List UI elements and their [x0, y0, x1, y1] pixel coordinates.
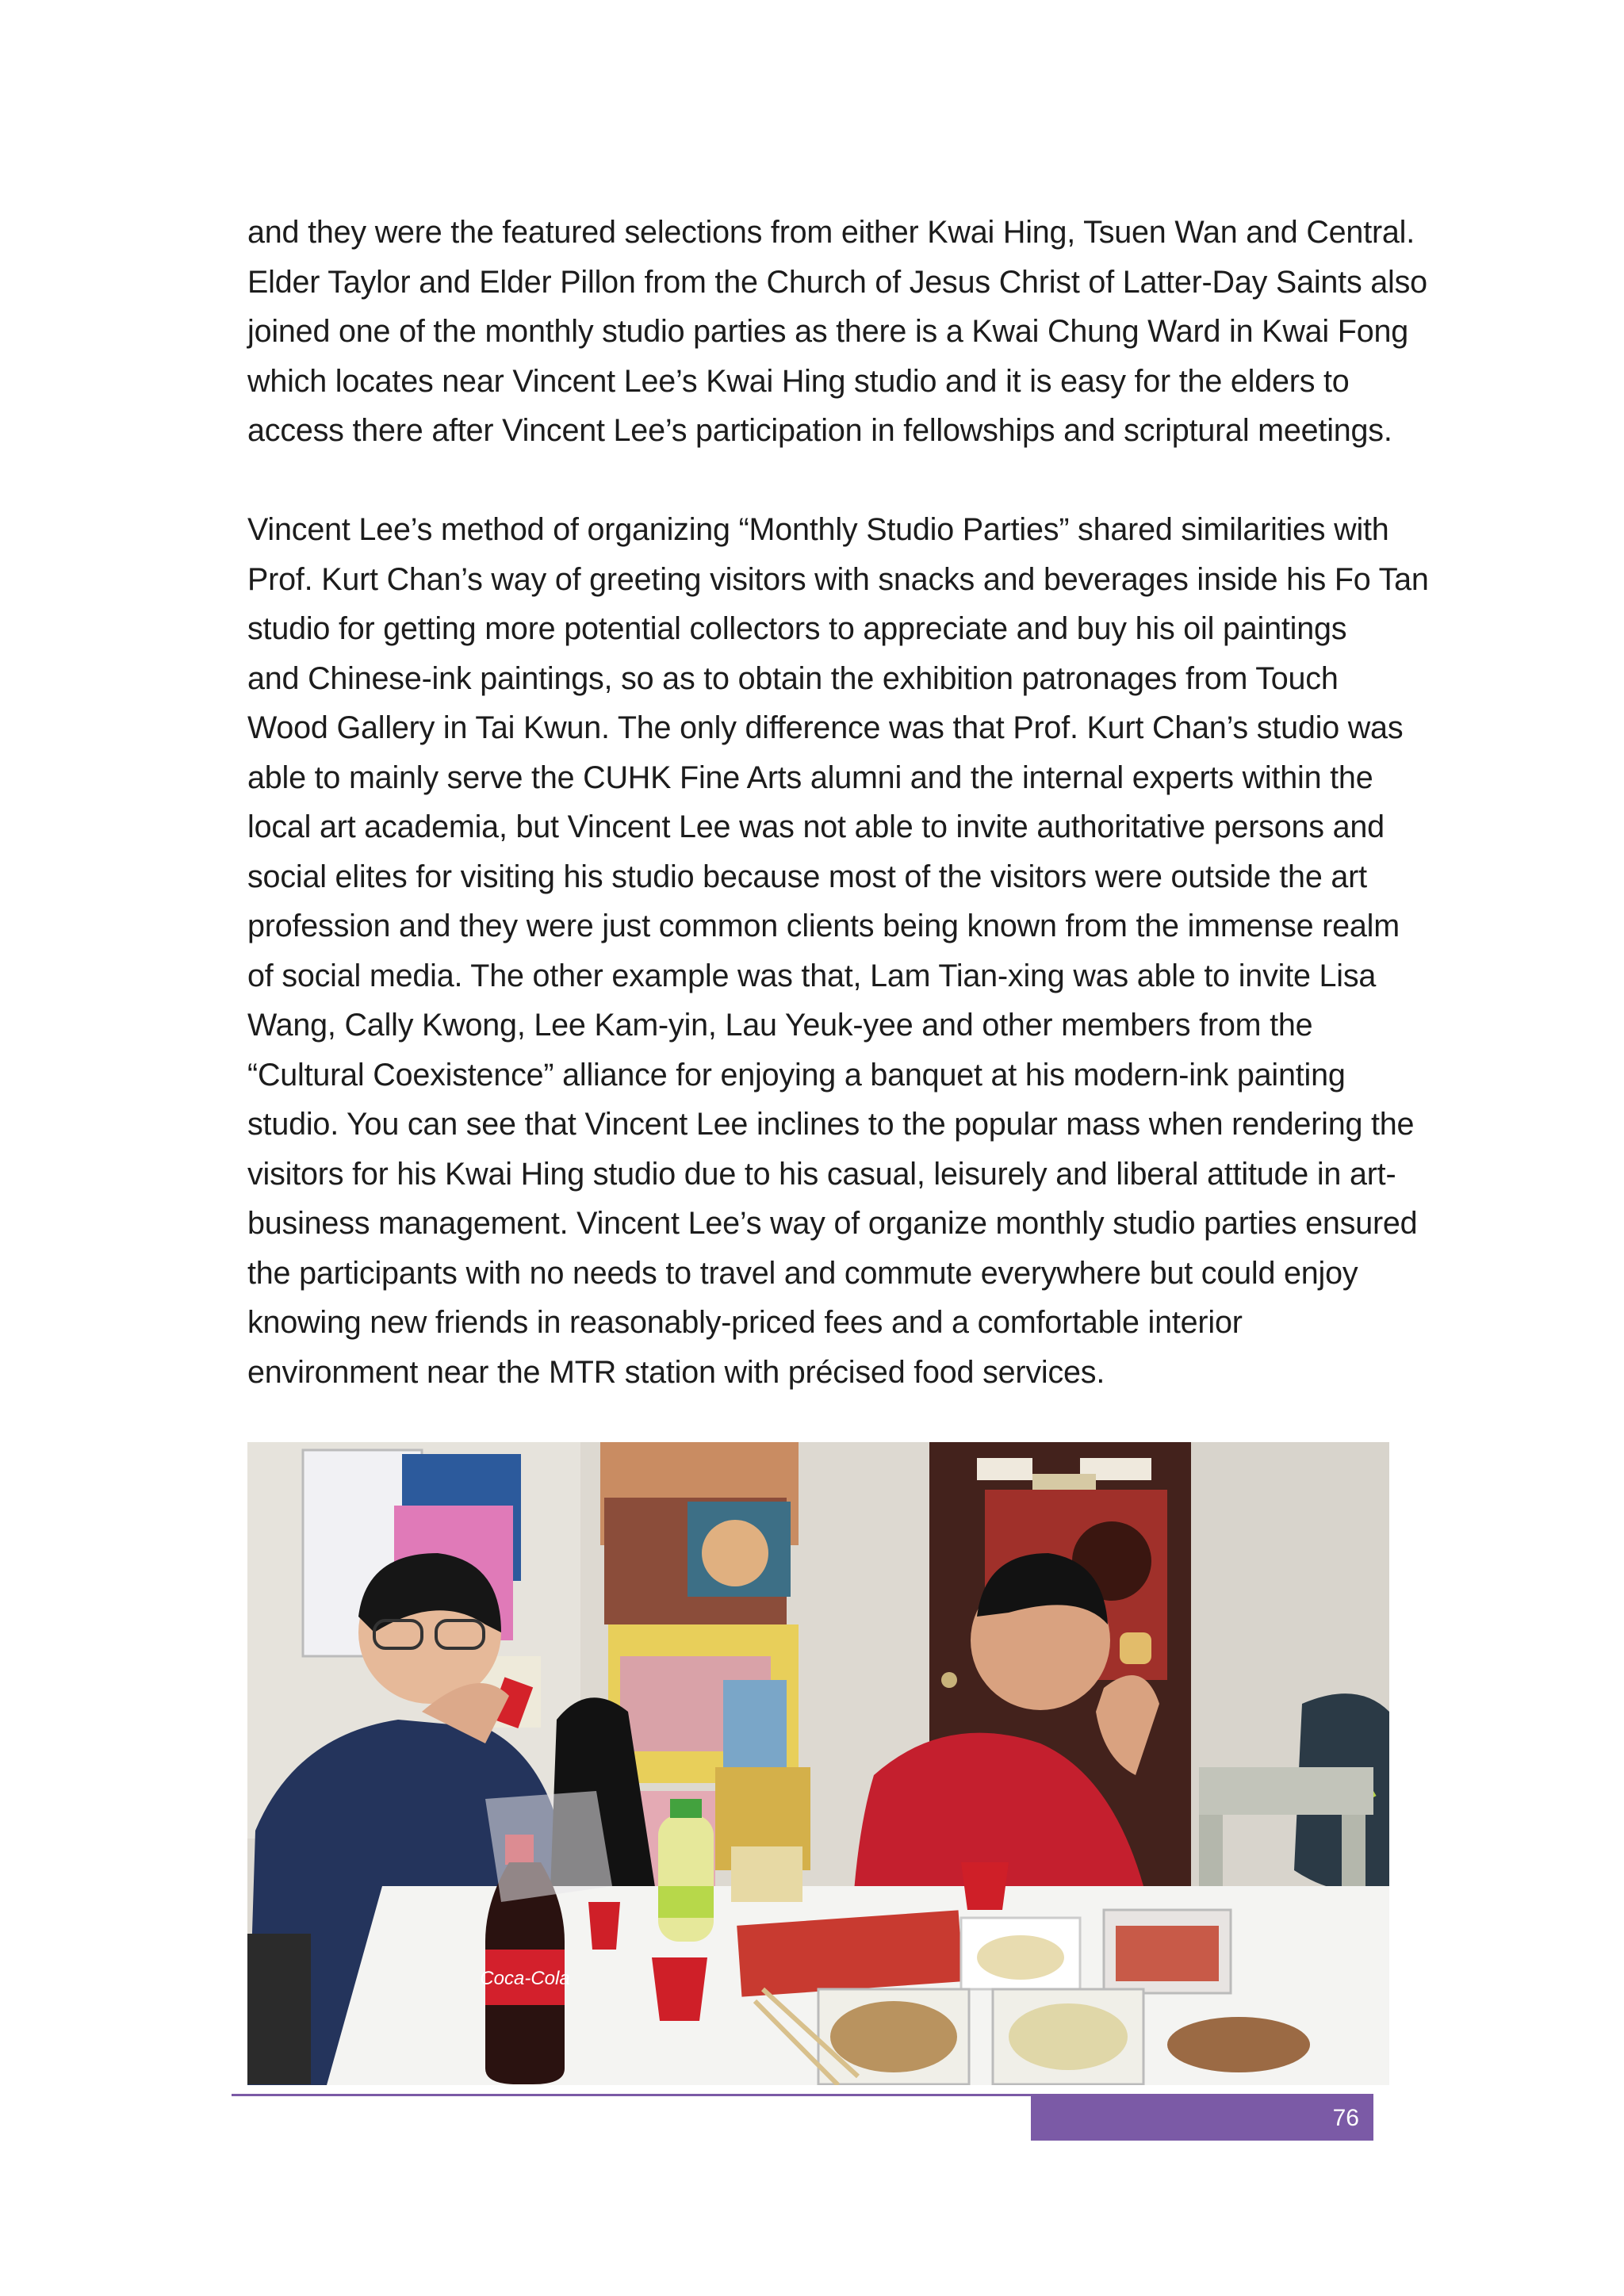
text-line: Wood Gallery in Tai Kwun. The only difference was that Prof. Kurt Chan’s studio was: [247, 710, 1404, 745]
page-number: 76: [1031, 2095, 1373, 2141]
body-text: [247, 208, 1429, 1397]
text-line: of social media. The other example was that, Lam Tian-xing was able to invite Lisa: [247, 958, 1377, 993]
text-line: “Cultural Coexistence” alliance for enjoying a banquet at his modern-ink painting: [247, 1057, 1346, 1093]
text-line: knowing new friends in reasonably-priced fees and a comfortable interior: [247, 1305, 1243, 1340]
text-line: studio for getting more potential collectors to appreciate and buy his oil paintings: [247, 611, 1347, 646]
text-line: and Chinese-ink paintings, so as to obtain the exhibition patronages from Touch: [247, 660, 1339, 696]
text-line: joined one of the monthly studio parties as there is a Kwai Chung Ward in Kwai Fong: [247, 314, 1408, 349]
studio-party-photo: [247, 1442, 1389, 2085]
text-line: Wang, Cally Kwong, Lee Kam-yin, Lau Yeuk-yee and other members from the: [247, 1008, 1313, 1043]
text-line: studio. You can see that Vincent Lee inclines to the popular mass when rendering the: [247, 1107, 1415, 1142]
text-line: and they were the featured selections from either Kwai Hing, Tsuen Wan and Central.: [247, 215, 1415, 250]
text-line: Elder Taylor and Elder Pillon from the Church of Jesus Christ of Latter-Day Saints also: [247, 264, 1427, 300]
paragraph-1: [247, 208, 1427, 456]
text-line: access there after Vincent Lee’s participation in fellowships and scriptural meetings.: [247, 413, 1392, 448]
text-line: local art academia, but Vincent Lee was not able to invite authoritative persons and: [247, 809, 1385, 844]
text-line: able to mainly serve the CUHK Fine Arts alumni and the internal experts within the: [247, 760, 1373, 795]
text-line: which locates near Vincent Lee’s Kwai Hing studio and it is easy for the elders to: [247, 363, 1350, 399]
text-line: Prof. Kurt Chan’s way of greeting visitors with snacks and beverages inside his Fo Tan: [247, 561, 1429, 597]
photo-illustration: [247, 1442, 1389, 2085]
paragraph-spacer: [247, 456, 1389, 506]
bottle-label: Coca-Cola: [480, 1968, 570, 1989]
text-line: business management. Vincent Lee’s way of organize monthly studio parties ensured: [247, 1206, 1418, 1241]
text-line: profession and they were just common clients being known from the immense realm: [247, 909, 1400, 943]
text-line: Vincent Lee’s method of organizing “Monthly Studio Parties” shared similarities with: [247, 512, 1389, 547]
text-line: visitors for his Kwai Hing studio due to his casual, leisurely and liberal attitude in art-: [247, 1156, 1396, 1192]
text-line: social elites for visiting his studio because most of the visitors were outside the art: [247, 859, 1367, 894]
paragraph-2: [247, 505, 1429, 1397]
text-line: the participants with no needs to travel and commute everywhere but could enjoy: [247, 1255, 1358, 1291]
text-line: environment near the MTR station with précised food services.: [247, 1354, 1105, 1390]
